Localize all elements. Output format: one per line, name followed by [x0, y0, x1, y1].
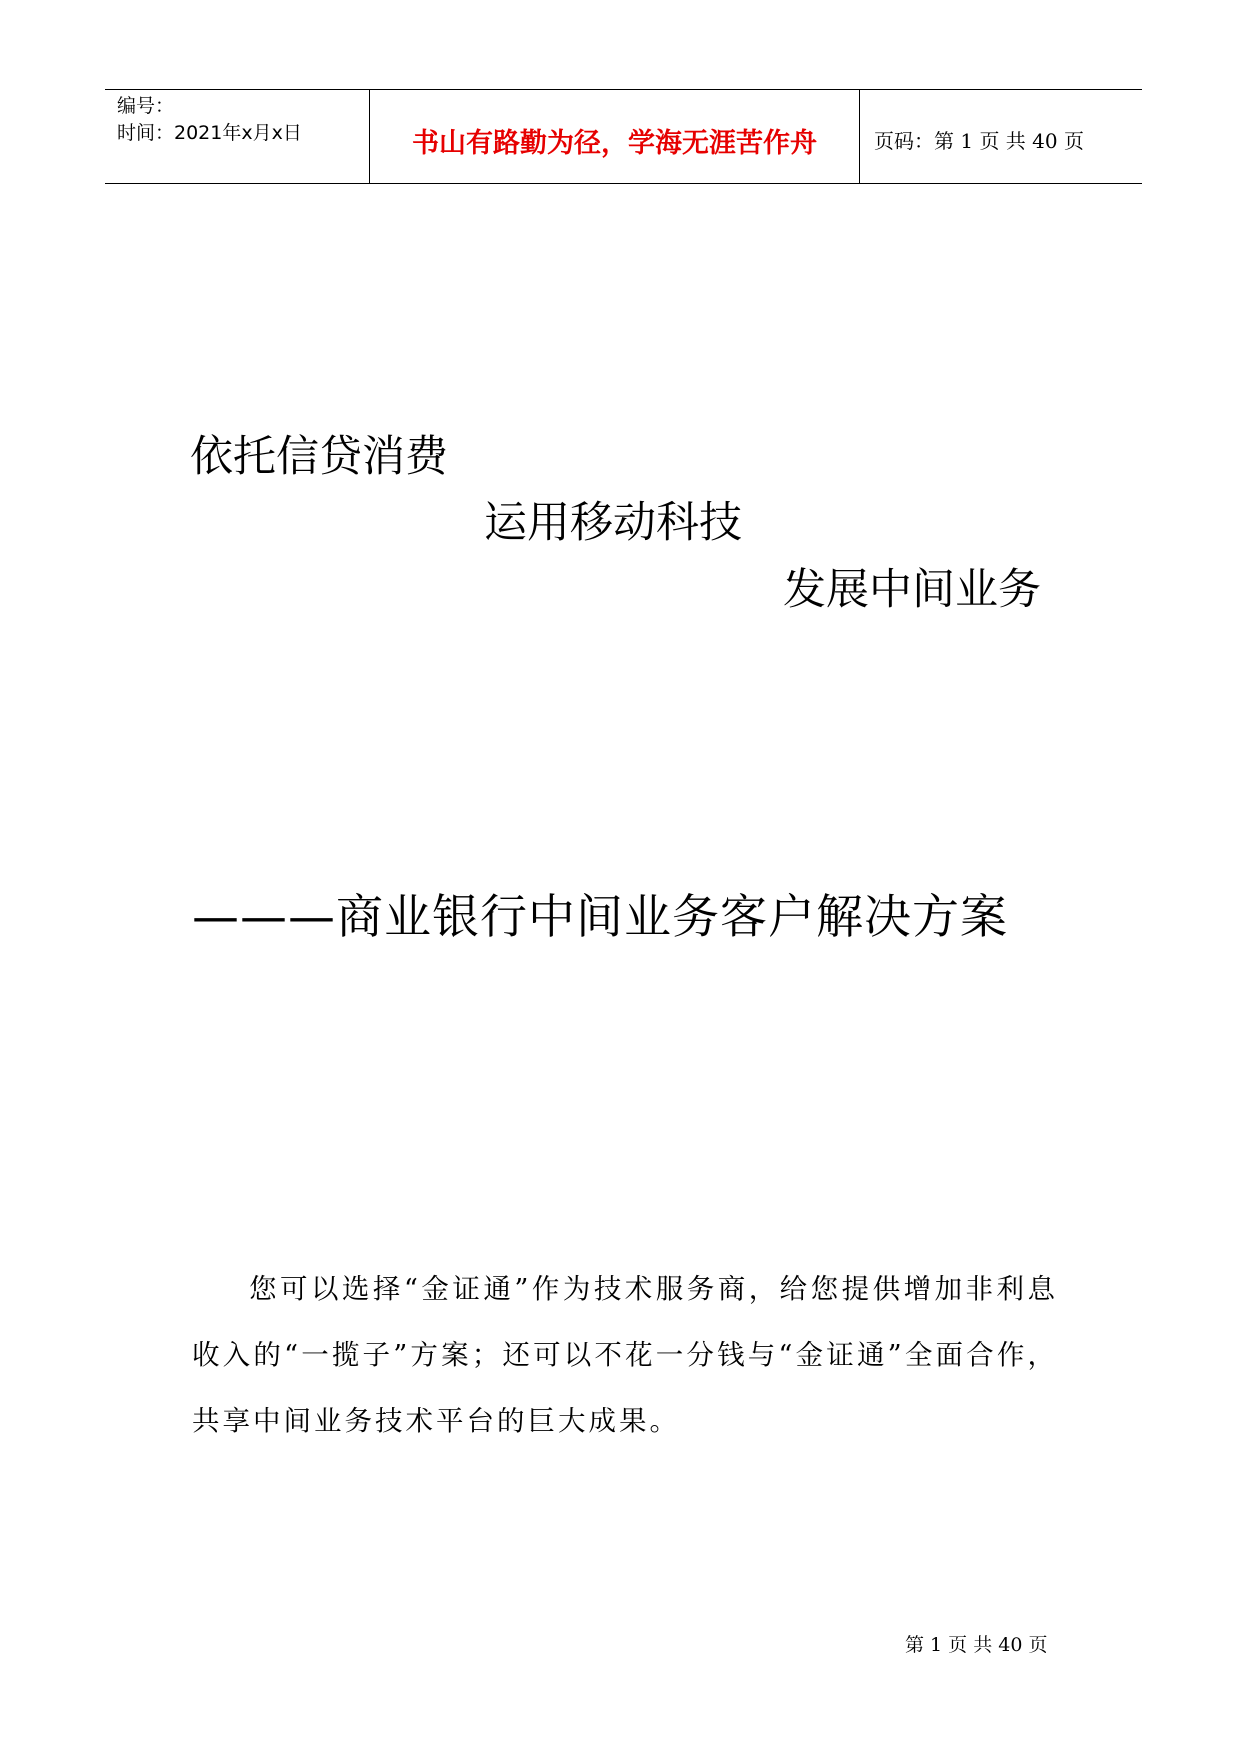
document-subtitle: ———商业银行中间业务客户解决方案	[192, 890, 1008, 945]
title-line-2: 运用移动科技	[484, 498, 742, 548]
header-motto: 书山有路勤为径，学海无涯苦作舟	[412, 128, 817, 159]
document-header	[105, 89, 1142, 184]
header-meta-cell	[105, 90, 368, 183]
footer-page-number: 第 1 页 共 40 页	[905, 1634, 1048, 1656]
title-line-1: 依托信贷消费	[190, 432, 448, 482]
body-paragraph: 您可以选择“金证通”作为技术服务商，给您提供增加非利息收入的“一揽子”方案；还可以不花一分钱与“金证通”全面合作，共享中间业务技术平台的巨大成果。	[192, 1273, 1058, 1437]
header-page-info: 页码：第 1 页 共 40 页	[874, 129, 1084, 153]
header-page-cell	[860, 90, 1142, 183]
title-line-3: 发展中间业务	[783, 565, 1041, 615]
document-time-label: 时间：2021年x月x日	[117, 122, 302, 144]
document-number-label: 编号：	[117, 95, 175, 117]
header-motto-cell	[369, 90, 860, 183]
